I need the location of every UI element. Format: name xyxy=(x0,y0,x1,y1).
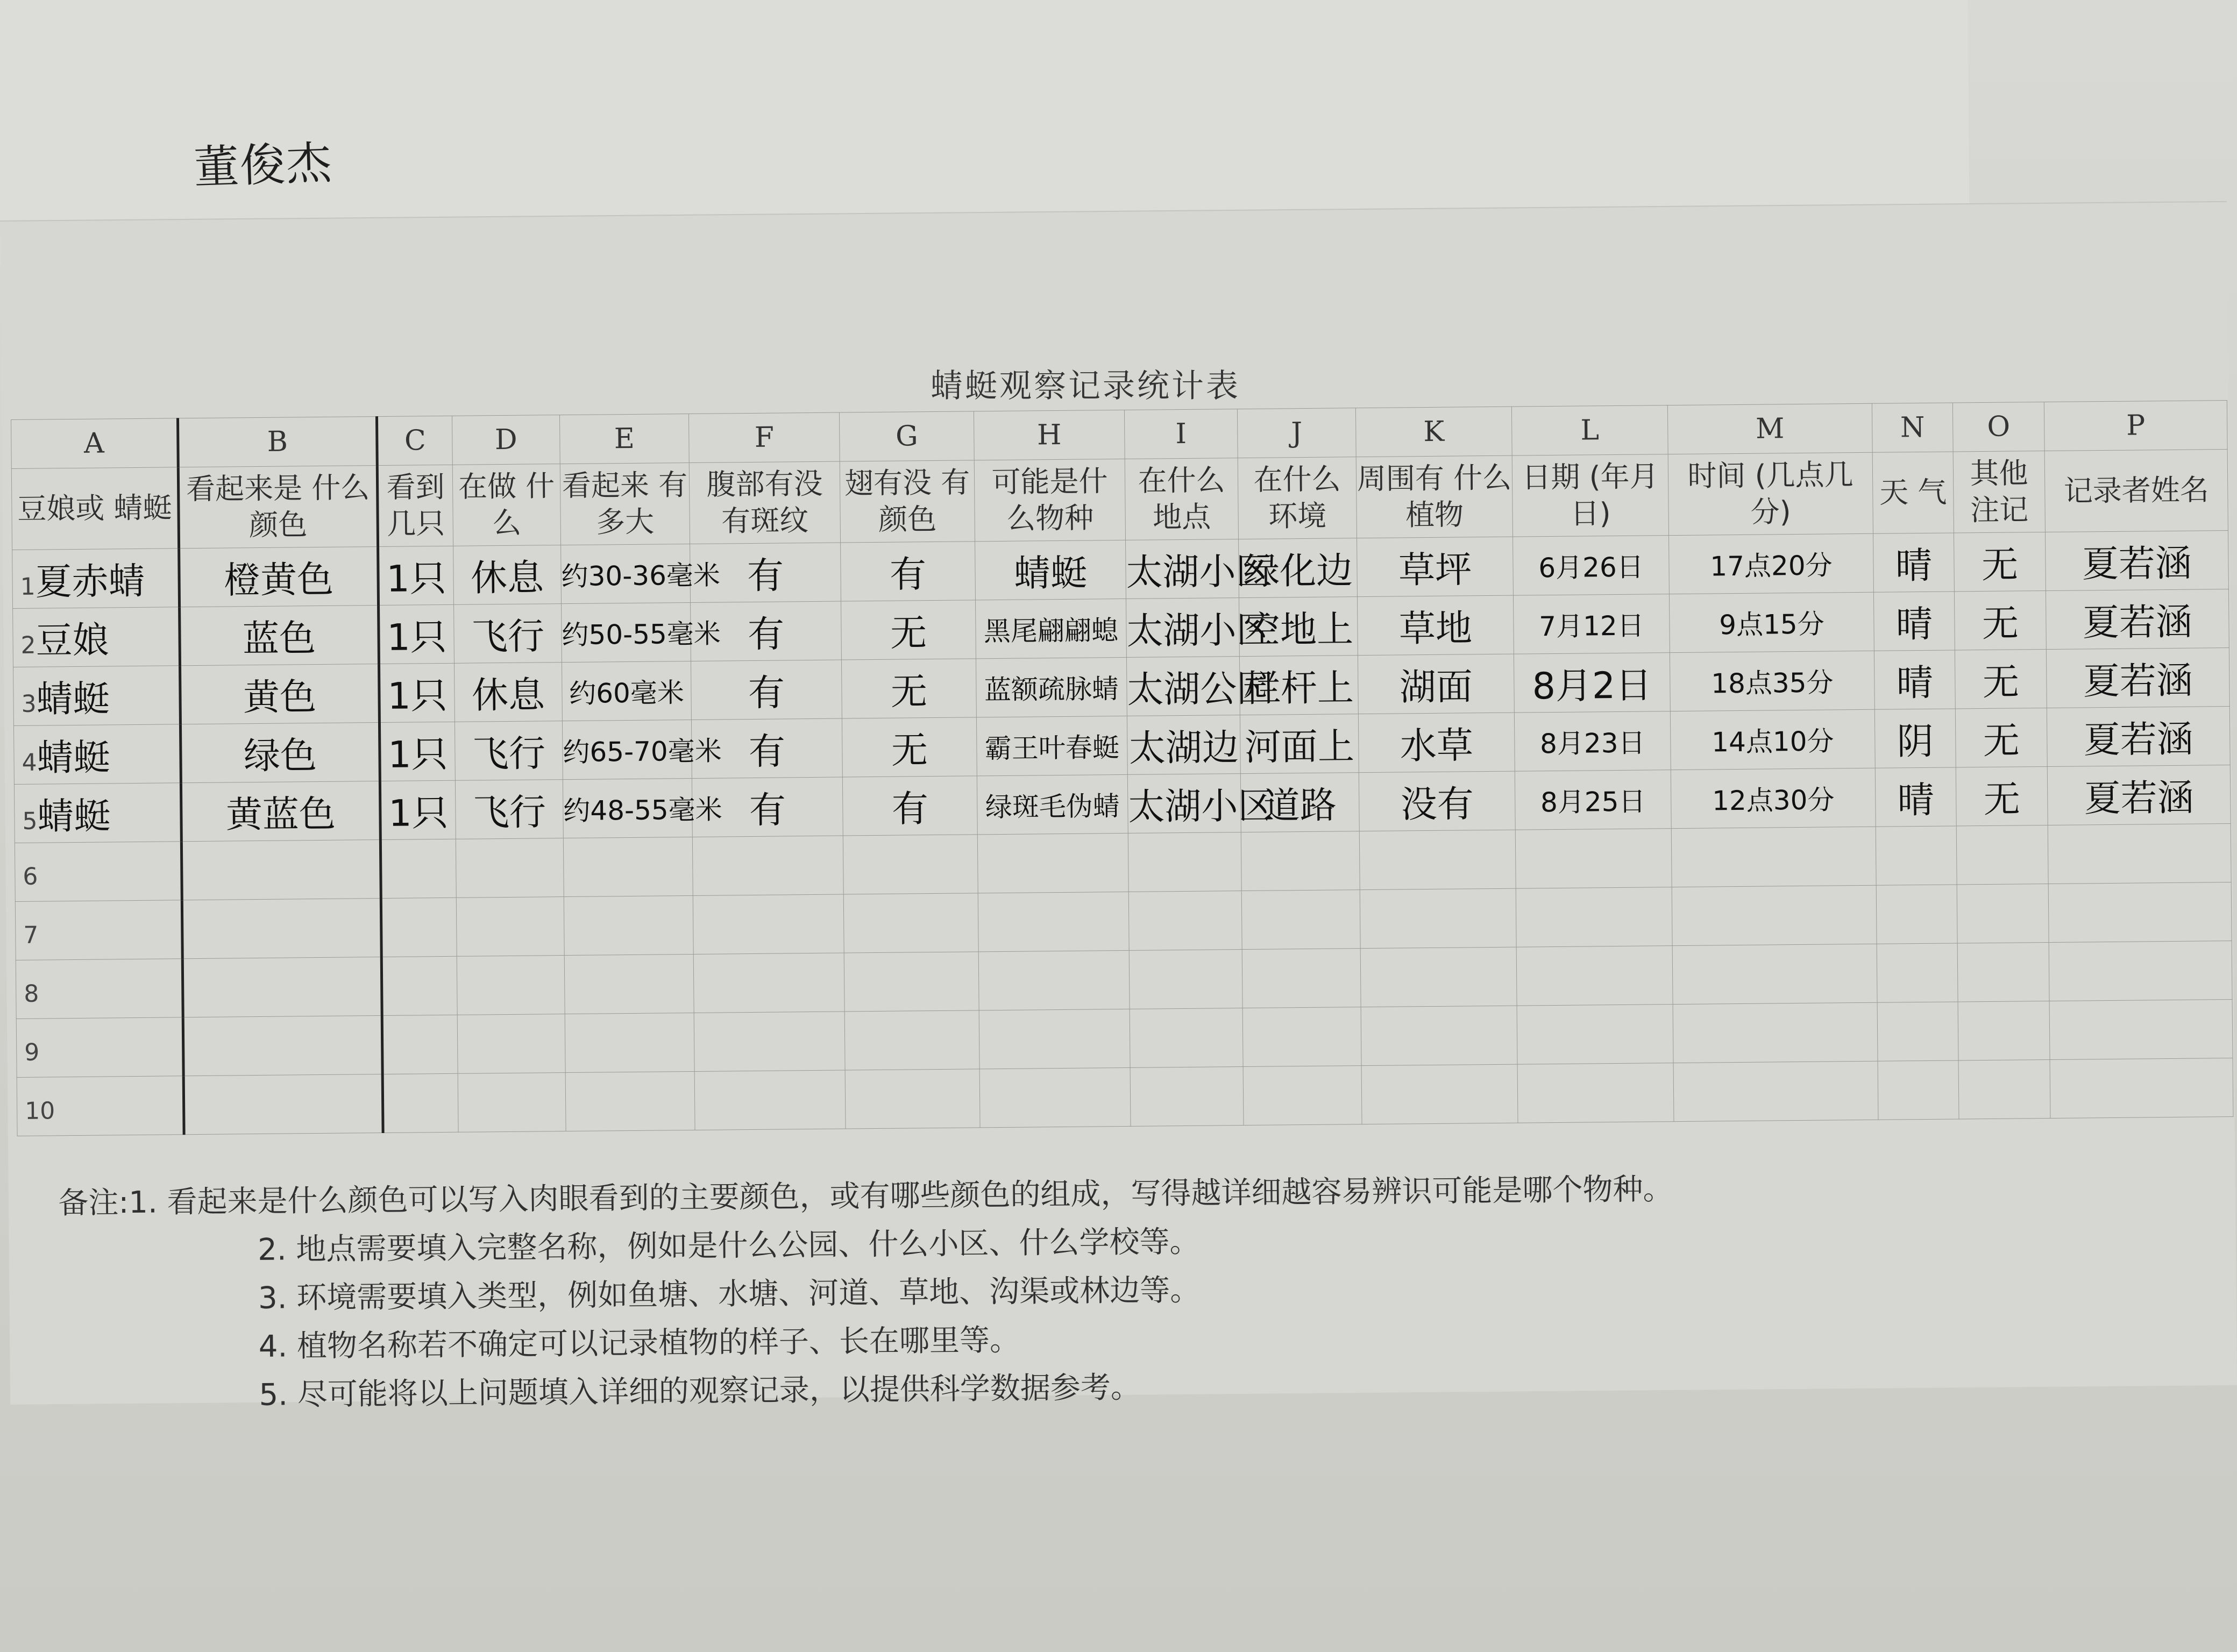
column-letter-l: L xyxy=(1511,405,1668,456)
cell-e xyxy=(563,837,693,896)
cell-n: 晴 xyxy=(1873,533,1954,592)
cell-d: 休息 xyxy=(454,663,562,722)
cell-l: 6月26日 xyxy=(1513,536,1670,596)
cell-o: 无 xyxy=(1954,532,2046,592)
cell-b: 绿色 xyxy=(180,723,380,783)
cell-f: 有 xyxy=(691,601,842,661)
header-cell-p: 记录者姓名 xyxy=(2044,450,2228,532)
cell-text: 蜻蜓 xyxy=(37,794,111,838)
cell-o xyxy=(1957,884,2049,943)
cell-j xyxy=(1243,1066,1362,1126)
cell-l xyxy=(1516,946,1673,1006)
column-letter-e: E xyxy=(559,414,689,464)
cell-e: 约48-55毫米 xyxy=(563,778,692,838)
cell-c: 1只 xyxy=(378,546,454,605)
cell-d: 飞行 xyxy=(454,604,562,664)
cell-m xyxy=(1671,827,1876,887)
cell-m: 9点15分 xyxy=(1669,592,1874,652)
cell-n xyxy=(1876,826,1957,885)
column-letter-f: F xyxy=(688,412,840,462)
cell-d xyxy=(456,838,564,898)
header-cell-i: 在什么 地点 xyxy=(1125,458,1238,540)
cell-b xyxy=(182,957,382,1017)
column-letter-c: C xyxy=(377,416,452,465)
cell-c: 1只 xyxy=(379,663,454,722)
cell-j: 栏杆上 xyxy=(1239,656,1358,715)
cell-h xyxy=(979,1009,1130,1069)
cell-e: 约65-70毫米 xyxy=(562,720,692,779)
column-letter-h: H xyxy=(974,410,1125,460)
cell-n xyxy=(1876,885,1957,944)
header-cell-a: 豆娘或 蜻蜓 xyxy=(11,467,179,550)
cell-e: 约50-55毫米 xyxy=(562,602,691,662)
cell-j: 河面上 xyxy=(1240,714,1359,774)
cell-b xyxy=(182,899,381,959)
cell-p: 夏若涵 xyxy=(2047,707,2230,767)
cell-j xyxy=(1241,831,1360,891)
cell-g: 有 xyxy=(841,542,976,601)
cell-p xyxy=(2049,941,2232,1001)
cell-o: 无 xyxy=(1955,708,2047,767)
cell-p xyxy=(2048,882,2232,943)
cell-d: 飞行 xyxy=(455,780,563,839)
cell-g xyxy=(843,893,978,953)
cell-k: 草地 xyxy=(1357,595,1514,656)
cell-p: 夏若涵 xyxy=(2046,648,2229,708)
cell-m xyxy=(1672,885,1877,945)
cell-m: 12点30分 xyxy=(1671,768,1876,828)
header-cell-l: 日期 (年月日) xyxy=(1512,454,1668,537)
cell-i: 太湖小区 xyxy=(1126,539,1239,599)
cell-n xyxy=(1877,1002,1958,1061)
cell-f xyxy=(693,894,844,954)
header-cell-e: 看起来 有多大 xyxy=(560,462,690,545)
cell-g xyxy=(844,952,979,1012)
cell-k xyxy=(1361,1064,1518,1124)
cell-n xyxy=(1877,943,1958,1002)
cell-d xyxy=(457,956,565,1015)
cell-o xyxy=(1956,825,2048,884)
column-letter-a: A xyxy=(11,418,179,469)
column-letter-n: N xyxy=(1872,403,1953,452)
cell-f xyxy=(692,836,843,895)
header-cell-b: 看起来是 什么颜色 xyxy=(178,466,378,549)
column-letter-d: D xyxy=(452,415,560,465)
cell-c xyxy=(381,956,457,1015)
cell-k: 没有 xyxy=(1359,771,1515,831)
cell-m: 18点35分 xyxy=(1670,651,1874,711)
cell-i: 太湖公园 xyxy=(1126,657,1240,716)
cell-c xyxy=(382,1073,458,1133)
document-title: 蜻蜓观察记录统计表 xyxy=(931,367,1240,405)
cell-c xyxy=(381,898,457,957)
cell-i: 太湖小区 xyxy=(1126,598,1239,658)
cell-text: 蜻蜓 xyxy=(37,736,110,780)
cell-a xyxy=(13,607,180,667)
cell-a xyxy=(16,1017,183,1078)
cell-k xyxy=(1360,947,1517,1007)
cell-b: 黄色 xyxy=(180,664,380,724)
cell-l xyxy=(1517,1063,1674,1123)
cell-p: 夏若涵 xyxy=(2045,531,2228,591)
cell-j xyxy=(1242,1007,1361,1067)
cell-f xyxy=(694,1070,846,1130)
cell-h xyxy=(978,950,1130,1010)
note-item-2: 2. 地点需要填入完整名称，例如是什么公园、什么小区、什么学校等。 xyxy=(257,1224,1200,1268)
cell-m xyxy=(1673,1061,1878,1121)
cell-l xyxy=(1517,1005,1673,1065)
cell-n: 晴 xyxy=(1875,767,1956,827)
cell-e xyxy=(565,1071,695,1131)
cell-c xyxy=(382,1015,458,1074)
cell-o: 无 xyxy=(1955,649,2047,708)
cell-c xyxy=(380,839,456,898)
cell-i: 太湖小区 xyxy=(1127,774,1241,834)
observation-table xyxy=(11,400,2233,1136)
cell-a xyxy=(15,842,182,902)
cell-b: 黄蓝色 xyxy=(181,781,380,842)
cell-f: 有 xyxy=(692,777,843,837)
cell-k xyxy=(1360,888,1516,949)
cell-e: 约30-36毫米 xyxy=(561,544,691,603)
cell-m: 17点20分 xyxy=(1668,533,1873,594)
cell-h xyxy=(979,1067,1131,1127)
cell-e xyxy=(564,954,694,1014)
header-cell-f: 腹部有没 有斑纹 xyxy=(689,461,840,544)
column-letter-b: B xyxy=(177,417,377,467)
cell-a xyxy=(12,549,180,609)
cell-d xyxy=(456,897,564,957)
cell-o: 无 xyxy=(1954,590,2046,650)
cell-p: 夏若涵 xyxy=(2047,765,2231,825)
cell-l: 8月2日 xyxy=(1514,653,1670,713)
cell-h xyxy=(978,892,1129,951)
cell-o: 无 xyxy=(1956,766,2048,825)
table-body xyxy=(12,531,2233,1136)
cell-c: 1只 xyxy=(380,780,456,839)
cell-k: 湖面 xyxy=(1358,654,1514,714)
cell-n: 晴 xyxy=(1874,650,1955,709)
cell-h xyxy=(977,833,1128,893)
header-cell-o: 其他 注记 xyxy=(1953,451,2045,533)
cell-g: 无 xyxy=(841,600,976,660)
cell-b: 蓝色 xyxy=(180,606,379,666)
cell-n: 阴 xyxy=(1874,709,1956,768)
cell-a xyxy=(15,900,182,960)
note-item-3: 3. 环境需要填入类型，例如鱼塘、水塘、河道、草地、沟渠或林边等。 xyxy=(258,1272,1201,1316)
cell-f: 有 xyxy=(691,718,842,778)
column-letter-m: M xyxy=(1667,403,1872,454)
header-cell-d: 在做 什么 xyxy=(452,464,560,546)
cell-i: 太湖边 xyxy=(1127,715,1240,775)
cell-p: 夏若涵 xyxy=(2046,589,2229,650)
cell-k xyxy=(1361,1006,1517,1066)
column-letter-g: G xyxy=(839,411,974,461)
cell-l xyxy=(1516,887,1672,948)
header-cell-n: 天 气 xyxy=(1872,452,1954,533)
row-number: 5 xyxy=(22,807,38,835)
cell-m xyxy=(1673,1002,1878,1063)
cell-o xyxy=(1958,1059,2050,1119)
column-letter-i: I xyxy=(1124,409,1238,459)
cell-i xyxy=(1128,832,1241,892)
cell-p xyxy=(2050,1058,2233,1118)
cell-n xyxy=(1878,1060,1959,1120)
cell-l xyxy=(1515,829,1672,889)
column-letter-k: K xyxy=(1355,407,1512,457)
cell-g xyxy=(843,835,978,894)
cell-j: 道路 xyxy=(1240,773,1359,832)
column-letter-p: P xyxy=(2044,401,2227,451)
cell-p xyxy=(2048,824,2231,884)
note-item-1: 1. 看起来是什么颜色可以写入肉眼看到的主要颜色，或有哪些颜色的组成，写得越详细越容易辨识可能是哪个物种。 xyxy=(129,1171,1673,1220)
row-number: 6 xyxy=(23,863,38,891)
cell-k xyxy=(1359,830,1516,890)
cell-c: 1只 xyxy=(379,722,455,781)
header-cell-h: 可能是什 么物种 xyxy=(974,459,1125,541)
cell-a xyxy=(16,959,183,1019)
cell-m: 14点10分 xyxy=(1670,709,1875,770)
cell-f: 有 xyxy=(691,660,842,720)
cell-a xyxy=(14,783,181,843)
cell-j: 空地上 xyxy=(1239,597,1358,657)
cell-d xyxy=(457,1014,565,1074)
cell-g xyxy=(844,1010,979,1070)
cell-d: 飞行 xyxy=(454,721,563,781)
cell-l: 8月23日 xyxy=(1514,711,1671,772)
cell-a xyxy=(13,666,181,726)
row-number: 10 xyxy=(24,1096,55,1125)
cell-l: 7月12日 xyxy=(1513,594,1670,654)
note-item-4: 4. 植物名称若不确定可以记录植物的样子、长在哪里等。 xyxy=(258,1322,1020,1364)
cell-h: 霸王叶春蜓 xyxy=(976,716,1127,775)
cell-p xyxy=(2049,999,2233,1059)
cell-i xyxy=(1130,1067,1244,1127)
signature: 董俊杰 xyxy=(193,136,333,194)
cell-g: 无 xyxy=(841,659,976,718)
row-number: 7 xyxy=(23,921,39,949)
note-item-5: 5. 尽可能将以上问题填入详细的观察记录，以提供科学数据参考。 xyxy=(259,1370,1141,1413)
cell-o xyxy=(1958,1001,2050,1060)
cell-g: 有 xyxy=(842,776,977,836)
cell-o xyxy=(1957,942,2049,1001)
notes-section xyxy=(58,1165,1675,1421)
cell-text: 夏赤蜻 xyxy=(35,560,145,604)
cell-h: 黑尾翩翩螅 xyxy=(975,599,1126,658)
cell-b xyxy=(181,840,381,900)
cell-e: 约60毫米 xyxy=(562,661,691,721)
column-letter-o: O xyxy=(1952,402,2044,452)
cell-f xyxy=(694,1012,845,1071)
cell-i xyxy=(1129,950,1242,1009)
cell-h: 绿斑毛伪蜻 xyxy=(977,774,1128,834)
row-number: 4 xyxy=(22,749,37,777)
cell-m xyxy=(1672,944,1877,1004)
cell-g xyxy=(845,1069,980,1129)
notes-label: 备注: xyxy=(58,1185,129,1221)
row-number: 9 xyxy=(24,1038,40,1066)
cell-e xyxy=(564,895,693,955)
cell-k: 草坪 xyxy=(1357,537,1514,597)
cell-i xyxy=(1128,891,1242,951)
cell-f xyxy=(693,953,844,1013)
header-cell-g: 翅有没 有颜色 xyxy=(840,460,975,543)
header-cell-j: 在什么 环境 xyxy=(1238,457,1357,539)
cell-text: 蜻蜓 xyxy=(36,677,110,721)
cell-b: 橙黄色 xyxy=(179,547,379,607)
header-cell-k: 周围有 什么植物 xyxy=(1356,455,1512,538)
cell-c: 1只 xyxy=(379,604,454,664)
cell-j xyxy=(1242,949,1361,1008)
cell-text: 豆娘 xyxy=(35,618,109,663)
row-number: 8 xyxy=(24,980,39,1008)
cell-a xyxy=(17,1076,184,1136)
row-number: 1 xyxy=(20,573,35,601)
cell-g: 无 xyxy=(842,717,977,777)
cell-h: 蜻蜓 xyxy=(975,540,1126,600)
cell-a xyxy=(13,724,181,785)
column-letter-j: J xyxy=(1237,408,1356,458)
cell-i xyxy=(1130,1008,1243,1068)
header-cell-m: 时间 (几点几分) xyxy=(1668,452,1873,535)
cell-b xyxy=(183,1074,383,1135)
row-number: 3 xyxy=(21,690,37,718)
cell-j xyxy=(1241,890,1360,950)
cell-l: 8月25日 xyxy=(1515,770,1671,830)
cell-j: 绿化边 xyxy=(1239,538,1358,598)
row-number: 2 xyxy=(20,631,36,659)
cell-n: 晴 xyxy=(1873,592,1955,651)
cell-d: 休息 xyxy=(453,545,562,605)
cell-d xyxy=(458,1073,566,1133)
cell-h: 蓝额疏脉蜻 xyxy=(976,657,1127,717)
cell-k: 水草 xyxy=(1358,713,1515,773)
cell-e xyxy=(565,1013,694,1072)
header-cell-c: 看到 几只 xyxy=(377,465,453,546)
cell-f: 有 xyxy=(690,543,841,602)
cell-b xyxy=(183,1016,382,1076)
